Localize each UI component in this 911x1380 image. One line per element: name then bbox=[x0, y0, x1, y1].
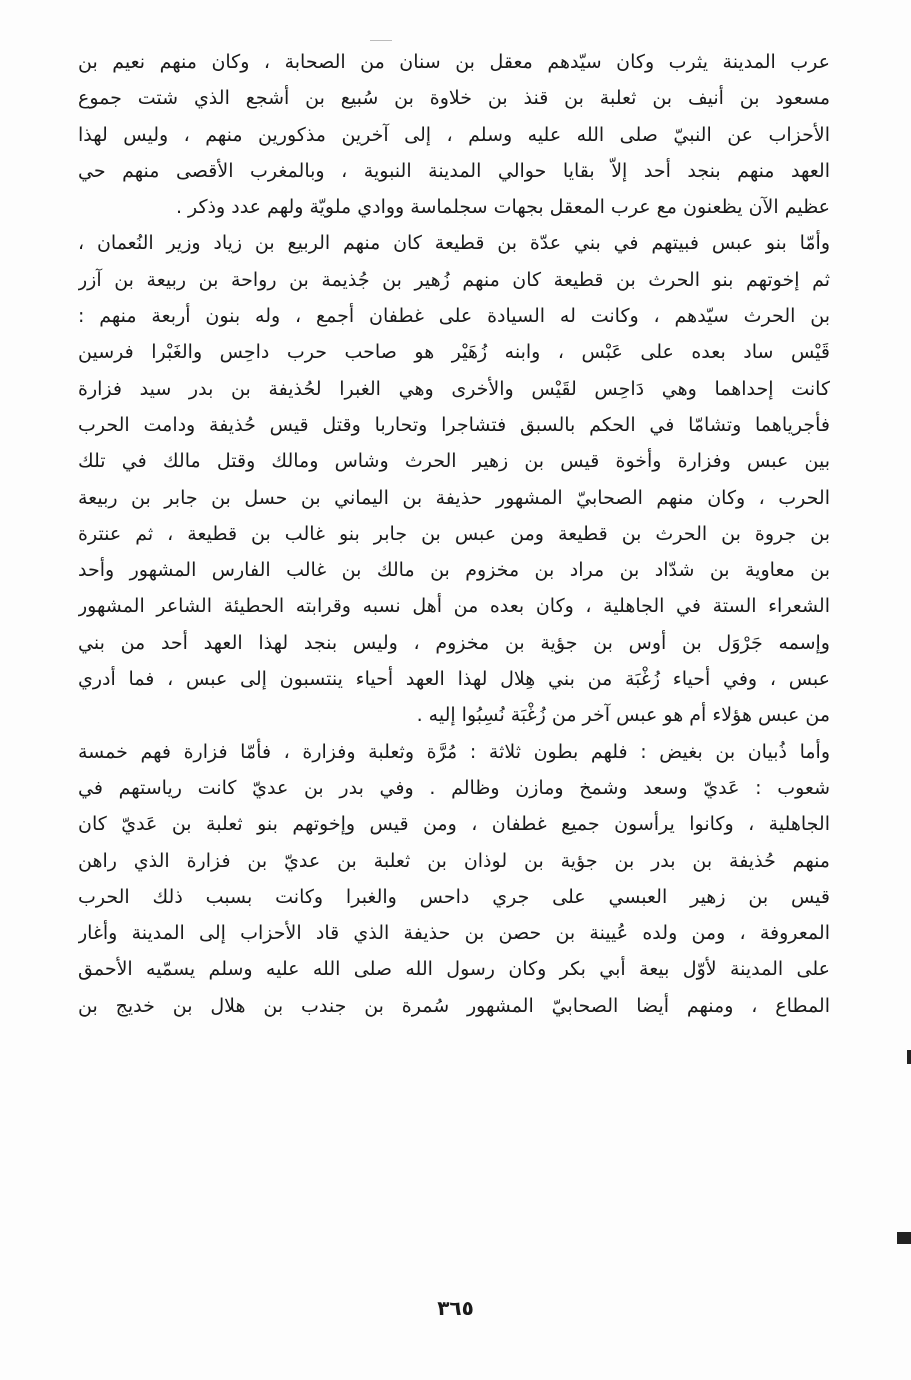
text-line: بين عبس وفزارة وأخوة قيس بن زهير الحرث وشاس ومالك وقتل مالك في تلك bbox=[78, 450, 830, 473]
scan-artifact-top bbox=[370, 40, 392, 41]
text-line: على المدينة لأوّل بيعة أبي بكر وكان رسول الله صلى الله عليه وسلم يسمّيه الأحمق bbox=[78, 958, 830, 981]
text-line: منهم حُذيفة بن بدر بن جؤية بن لوذان بن ثعلبة بن عديّ بن فزارة الذي راهن bbox=[78, 849, 830, 872]
text-line: قَيْس ساد بعده على عَبْس ، وابنه زُهَيْر هو صاحب حرب داحِس والغَبْرا فرسين bbox=[78, 341, 830, 364]
text-line: بن جروة بن الحرث بن قطيعة ومن عبس بن جابر بنو غالب بن قطيعة ، ثم عنترة bbox=[78, 522, 830, 545]
body-text bbox=[78, 44, 830, 1024]
text-line: المعروفة ، ومن ولده عُيينة بن حصن بن حذيفة الذي قاد الأحزاب إلى المدينة وأغار bbox=[78, 922, 830, 945]
text-line: بن الحرث سيّدهم ، وكانت له السيادة على غطفان أجمع ، وله بنون أربعة منهم : bbox=[78, 305, 830, 328]
text-line: الحرب ، وكان منهم الصحابيّ المشهور حذيفة بن اليماني بن حسل بن جابر بن ربيعة bbox=[78, 486, 830, 509]
text-line: بن معاوية بن شدّاد بن مراد بن مخزوم بن مالك بن غالب الفارس المشهور وأحد bbox=[78, 559, 830, 582]
text-line: مسعود بن أنيف بن ثعلبة بن قنذ بن خلاوة بن سُبيع بن أشجع الذي شتت جموع bbox=[78, 87, 830, 110]
text-line: كانت إحداهما وهي دَاحِس لقَيْس والأخرى وهي الغبرا لحُذيفة بن بدر سيد فزارة bbox=[78, 377, 830, 400]
scan-artifact-edge bbox=[897, 1232, 911, 1244]
text-line: الجاهلية ، وكانوا يرأسون جميع غطفان ، ومن قيس وإخوتهم بنو ثعلبة بن عَديّ كان bbox=[78, 813, 830, 836]
text-line: قيس بن زهير العبسي على جري داحس والغبرا وكانت بسبب ذلك الحرب bbox=[78, 885, 830, 908]
text-line: عبس ، وفي أحياء زُغْبَة من بني هِلال لهذا العهد أحياء ينتسبون إلى عبس ، فما أدري bbox=[78, 668, 830, 691]
text-line: وأمّا بنو عبس فبيتهم في بني عدّة بن قطيعة كان منهم الربيع بن زياد وزير النُعمان ، bbox=[78, 232, 830, 255]
text-line: عظيم الآن يظعنون مع عرب المعقل بجهات سجلماسة ووادي ملويّة ولهم عدد وذكر . bbox=[175, 196, 830, 219]
text-line: فأجرياهما وتشامّا في الحكم بالسبق فتشاجرا وتحاربا وقتل قيس حُذيفة ودامت الحرب bbox=[78, 413, 830, 436]
text-line: ثم إخوتهم بنو الحرث بن قطيعة كان منهم زُهير بن جُذيمة بن رواحة بن ربيعة بن آزر bbox=[78, 268, 830, 291]
text-line: شعوب : عَديّ وسعد وشمخ ومازن وظالم . وفي بدر بن عديّ كانت رياستهم في bbox=[78, 776, 830, 799]
scan-artifact-edge bbox=[907, 1050, 911, 1064]
text-line: عرب المدينة يثرب وكان سيّدهم معقل بن سنان من الصحابة ، وكان منهم نعيم بن bbox=[78, 51, 830, 73]
text-line: الأحزاب عن النبيّ صلى الله عليه وسلم ، إلى آخرين مذكورين منهم ، وليس لهذا bbox=[78, 123, 830, 146]
text-line: وأما ذُبيان بن بغيض : فلهم بطون ثلاثة : مُرَّة وثعلبة وفزارة ، فأمّا فزارة فهم خمسة bbox=[78, 740, 830, 763]
text-line: العهد منهم بنجد أحد إلاّ بقايا حوالي المدينة النبوية ، وبالمغرب الأقصى منهم حي bbox=[78, 159, 830, 182]
page-number: ٣٦٥ bbox=[437, 1296, 474, 1320]
text-line: من عبس هؤلاء أم هو عبس آخر من زُغْبَة نُسِبُوا إليه . bbox=[416, 704, 830, 727]
text-line: وإسمه جَرْوَل بن أوس بن جؤية بن مخزوم ، وليس بنجد لهذا العهد أحد من بني bbox=[78, 631, 830, 654]
text-line: الشعراء الستة في الجاهلية ، وكان بعده من أهل نسبه وقرابته الحطيئة الشاعر المشهور bbox=[78, 595, 830, 618]
text-line: المطاع ، ومنهم أيضا الصحابيّ المشهور سُمرة بن جندب بن هلال بن خديج بن bbox=[78, 994, 830, 1017]
